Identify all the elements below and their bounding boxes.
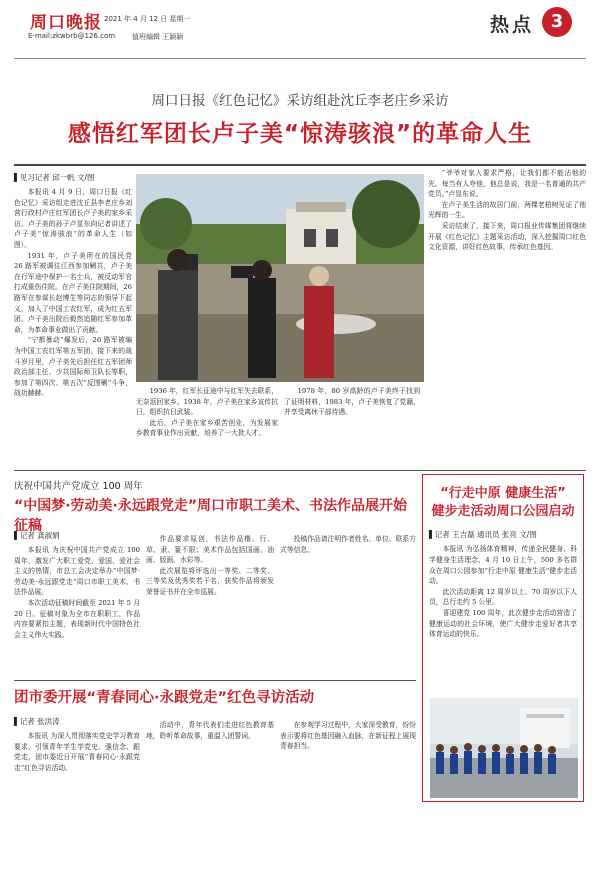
health-paragraph: 此次活动距离 12 周岁以上、70 周岁以下人员，总行走约 5 公里。 — [429, 587, 577, 607]
lead-byline: ▌见习记者 邱一帆 文/图 — [14, 173, 95, 182]
league-paragraph: 在参观学习过程中，大家深受教育，纷纷表示要将红色基因融入血脉，在新征程上展现青春担当。 — [280, 721, 416, 751]
workers-column-1 — [14, 526, 140, 640]
lead-rule — [14, 164, 586, 166]
lead-paragraph: 本报讯 4 月 9 日，周口日报《红色记忆》采访组走进沈丘县李老庄乡刘营行政村卢庄红军团长卢子美的家乡采访。卢子美的孙子卢显东向记者讲述了卢子美“惊涛骇浪”的革命人生（如图）。 — [14, 188, 132, 249]
health-paragraph: 本报讯 为弘扬体育精神，传递全民健身、科学健身生活理念，4 月 10 日上午，500 多名群众在周口公园参加“行走中原 健康生活”健步走活动。 — [429, 545, 577, 586]
workers-column-3 — [280, 534, 416, 555]
lead-headline: 感悟红军团长卢子美“惊涛骇浪”的革命人生 — [67, 121, 533, 147]
section-title: 热点 — [489, 14, 534, 36]
section-divider — [14, 470, 586, 471]
page-number-badge: 3 — [542, 7, 572, 37]
workers-column-2 — [146, 534, 274, 598]
walking-event-illustration — [430, 698, 578, 798]
lead-paragraph: “爷爷对家人要求严格，让我们都不能沾他的光。每当有人夸他，他总是说，我是一名普通的共产党员。”卢显东说。 — [428, 169, 586, 199]
league-paragraph: 本报讯 为深入贯彻落实党史学习教育要求，引领青年学生学党史、强信念、跟党走，团市委近日开展“青春同心·永跟党走”红色寻访活动。 — [14, 732, 140, 772]
lead-column-3 — [284, 386, 420, 418]
workers-paragraph: 投稿作品请注明作者姓名、单位、联系方式等信息。 — [280, 535, 416, 554]
interview-photo — [136, 174, 424, 382]
lead-paragraph: 1978 年，80 岁高龄的卢子美终于找到了证明材料，1983 年，卢子美恢复了党籍，并享受离休干部待遇。 — [284, 387, 420, 417]
workers-headline: “中国梦·劳动美·永远跟党走”周口市职工美术、书法作品展开始征稿 — [14, 498, 408, 534]
health-byline: ▌记者 王吉磊 通讯员 张亮 文/图 — [429, 530, 537, 540]
interview-photo-illustration — [136, 174, 424, 382]
health-body — [423, 521, 583, 639]
health-paragraph: 喜迎建党 100 周年，此次健步走活动营造了健康运动的社会环境，使广大健步走爱好者共享体育运动的快乐。 — [429, 608, 577, 639]
lead-kicker: 周口日报《红色记忆》采访组赴沈丘李老庄乡采访 — [151, 93, 449, 109]
lead-column-2 — [136, 386, 278, 439]
lead-column-1 — [14, 168, 132, 399]
lead-paragraph: 在卢子美生活的故居门前，两棵老柏树见证了他光辉的一生。 — [428, 200, 586, 220]
lead-paragraph: “宁都暴动”爆发后，26 路军被编为中国工农红军第五军团。接下来的战斗岁月里，卢子美先后担任红五军团师政治部主任、少共国际师卫队长等职，参加了第四次、第五次“反围剿”斗争，战功赫赫。 — [14, 336, 132, 398]
league-column-1 — [14, 712, 140, 773]
health-headline-line1: “行走中原 健康生活” — [440, 486, 566, 501]
lead-paragraph: 此后，卢子美在家乡艰苦创业，为发展家乡教育事业作出贡献，培养了一大批人才。 — [136, 418, 278, 438]
workers-byline: ▌记者 龚淑娟 — [14, 531, 60, 540]
workers-paragraph: 此次展览将评选出一等奖、二等奖、三等奖及优秀奖若干名，获奖作品将颁发荣誉证书并在全市巡展。 — [146, 566, 274, 596]
league-paragraph: 活动中，青年代表们走进红色教育基地，聆听革命故事，重温入团誓词。 — [146, 721, 274, 740]
lead-paragraph: 1931 年，卢子美所在的国民党 26 路军被调往江西参加剿共，卢子美在行军途中保护一名士兵，被反动军官打成重伤住院。在卢子美住院期间，26 路军在参谋长赵博生等同志的领导下起义，加入了中国工农红军，成为红五军团。卢子美出院后毅然追随红军参加革命，为革命事业做出了贡献。 — [14, 251, 132, 334]
league-column-2 — [146, 720, 274, 741]
walking-event-photo — [430, 698, 578, 798]
duty-editor: 值班编辑 王颖颖 — [132, 33, 184, 41]
lead-paragraph: 1936 年，红军长征途中与红军失去联系，无奈返回家乡。1938 年，卢子美在家乡宣传抗日，组织抗日武装。 — [136, 387, 278, 417]
lead-column-4 — [428, 168, 586, 253]
newspaper-logo: 周口晚报 — [30, 13, 102, 33]
workers-paragraph: 本报讯 为庆祝中国共产党成立 100 周年，激发广大职工爱党、爱国、爱社会主义的热情，市总工会决定举办“中国梦·劳动美·永远跟党走”周口市职工美术、书法作品展。 — [14, 546, 140, 597]
dateline: 2021 年 4 月 12 日 星期一 — [104, 15, 191, 23]
league-byline: ▌记者 张洪涛 — [14, 717, 60, 726]
contact-email: E-mail:zkwbrb@126.com — [28, 32, 116, 40]
masthead — [14, 0, 586, 59]
workers-kicker: 庆祝中国共产党成立 100 周年 — [14, 481, 143, 492]
section-divider-2 — [14, 680, 416, 681]
league-column-3 — [280, 720, 416, 752]
health-headline-line2: 健步走活动周口公园启动 — [431, 504, 575, 520]
workers-paragraph: 作品要求原创，书法作品楷、行、草、隶、篆不限；美术作品包括国画、油画、版画、水彩等。 — [146, 535, 274, 565]
workers-paragraph: 本次活动征稿时间截至 2021 年 5 月 20 日。征稿对象为全市在职职工，作品内容要紧扣主题，表现新时代中国特色社会主义伟大实践。 — [14, 598, 140, 639]
lead-paragraph: 采访结束了，接下来，周口报业传媒集团将继续开展《红色记忆》主题采访活动，深入挖掘周口红色文化资源，讲好红色故事，传承红色基因。 — [428, 221, 586, 252]
league-headline: 团市委开展“青春同心·永跟党走”红色寻访活动 — [14, 690, 315, 706]
